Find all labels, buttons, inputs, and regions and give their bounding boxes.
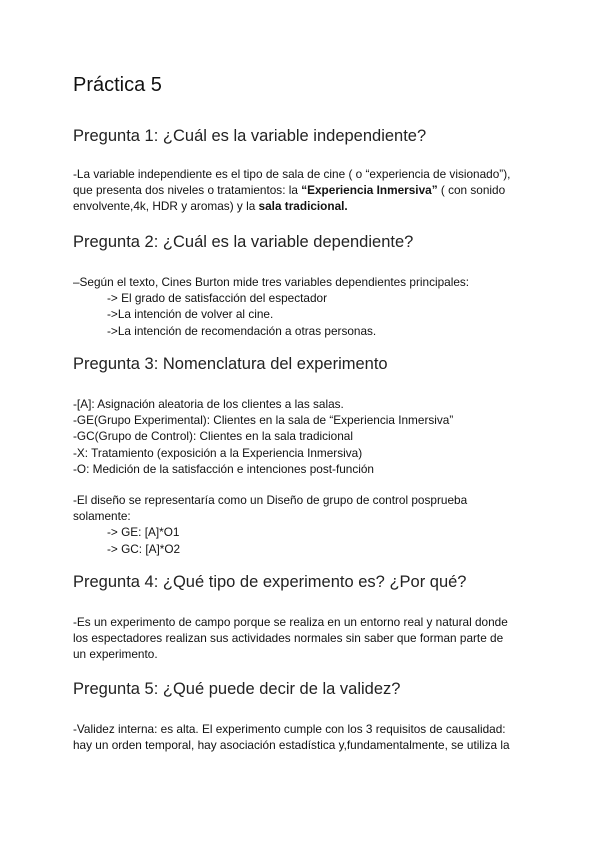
q1-line-3-text: envolvente,4k, HDR y aromas) y la — [73, 199, 259, 214]
q1-bold-immersive: “Experiencia Inmersiva” — [301, 183, 438, 198]
q4-line-1: -Es un experimento de campo porque se realiza en un entorno real y natural donde — [73, 615, 508, 629]
q2-line-4: ->La intención de recomendación a otras personas. — [107, 323, 377, 338]
question-1-answer — [73, 166, 533, 215]
q3-line-6: -El diseño se representaría como un Diseño de grupo de control posprueba — [73, 493, 468, 507]
q1-line-2-text: que presenta dos niveles o tratamientos: la — [73, 183, 302, 198]
q1-line-3 — [73, 198, 533, 214]
q4-line-3: un experimento. — [73, 647, 158, 662]
q2-line-2: -> El grado de satisfacción del espectador — [107, 291, 328, 306]
question-5-answer — [73, 721, 533, 753]
q1-line-2 — [73, 182, 533, 198]
question-2-heading: Pregunta 2: ¿Cuál es la variable dependiente? — [73, 233, 414, 251]
q3-line-8: -> GE: [A]*O1 — [107, 525, 180, 540]
question-3-answer — [73, 396, 533, 477]
q1-line-2-tail: ( con sonido — [437, 183, 506, 198]
q3-line-5: -O: Medición de la satisfacción e intenciones post-función — [73, 461, 374, 476]
q5-line-1: -Validez interna: es alta. El experimento cumple con los 3 requisitos de causalidad: — [73, 722, 506, 736]
question-4-heading: Pregunta 4: ¿Qué tipo de experimento es? ¿Por qué? — [73, 573, 467, 591]
question-1-heading: Pregunta 1: ¿Cuál es la variable independiente? — [73, 127, 427, 145]
q2-line-3: ->La intención de volver al cine. — [107, 307, 274, 322]
q3-line-9: -> GC: [A]*O2 — [107, 541, 181, 556]
question-5-heading: Pregunta 5: ¿Qué puede decir de la validez? — [73, 680, 401, 698]
q3-line-1: -[A]: Asignación aleatoria de los clientes a las salas. — [73, 397, 344, 411]
q3-line-3: -GC(Grupo de Control): Clientes en la sala tradicional — [73, 429, 353, 444]
question-2-answer — [73, 274, 533, 339]
page-title: Práctica 5 — [73, 74, 162, 96]
q2-line-1: –Según el texto, Cines Burton mide tres variables dependientes principales: — [73, 275, 470, 289]
q1-line-1: -La variable independiente es el tipo de sala de cine ( o “experiencia de visionado”), — [73, 167, 511, 181]
q3-line-7: solamente: — [73, 509, 131, 524]
question-4-answer — [73, 614, 533, 663]
q4-line-2: los espectadores realizan sus actividades normales sin saber que forman parte de — [73, 631, 504, 646]
question-3-design — [73, 492, 533, 557]
q1-bold-traditional: sala tradicional. — [258, 199, 348, 214]
q5-line-2: hay un orden temporal, hay asociación estadística y,fundamentalmente, se utiliza la — [73, 738, 510, 753]
q3-line-4: -X: Tratamiento (exposición a la Experiencia Inmersiva) — [73, 445, 363, 460]
question-3-heading: Pregunta 3: Nomenclatura del experimento — [73, 355, 388, 373]
q3-line-2: -GE(Grupo Experimental): Clientes en la sala de “Experiencia Inmersiva” — [73, 413, 454, 428]
